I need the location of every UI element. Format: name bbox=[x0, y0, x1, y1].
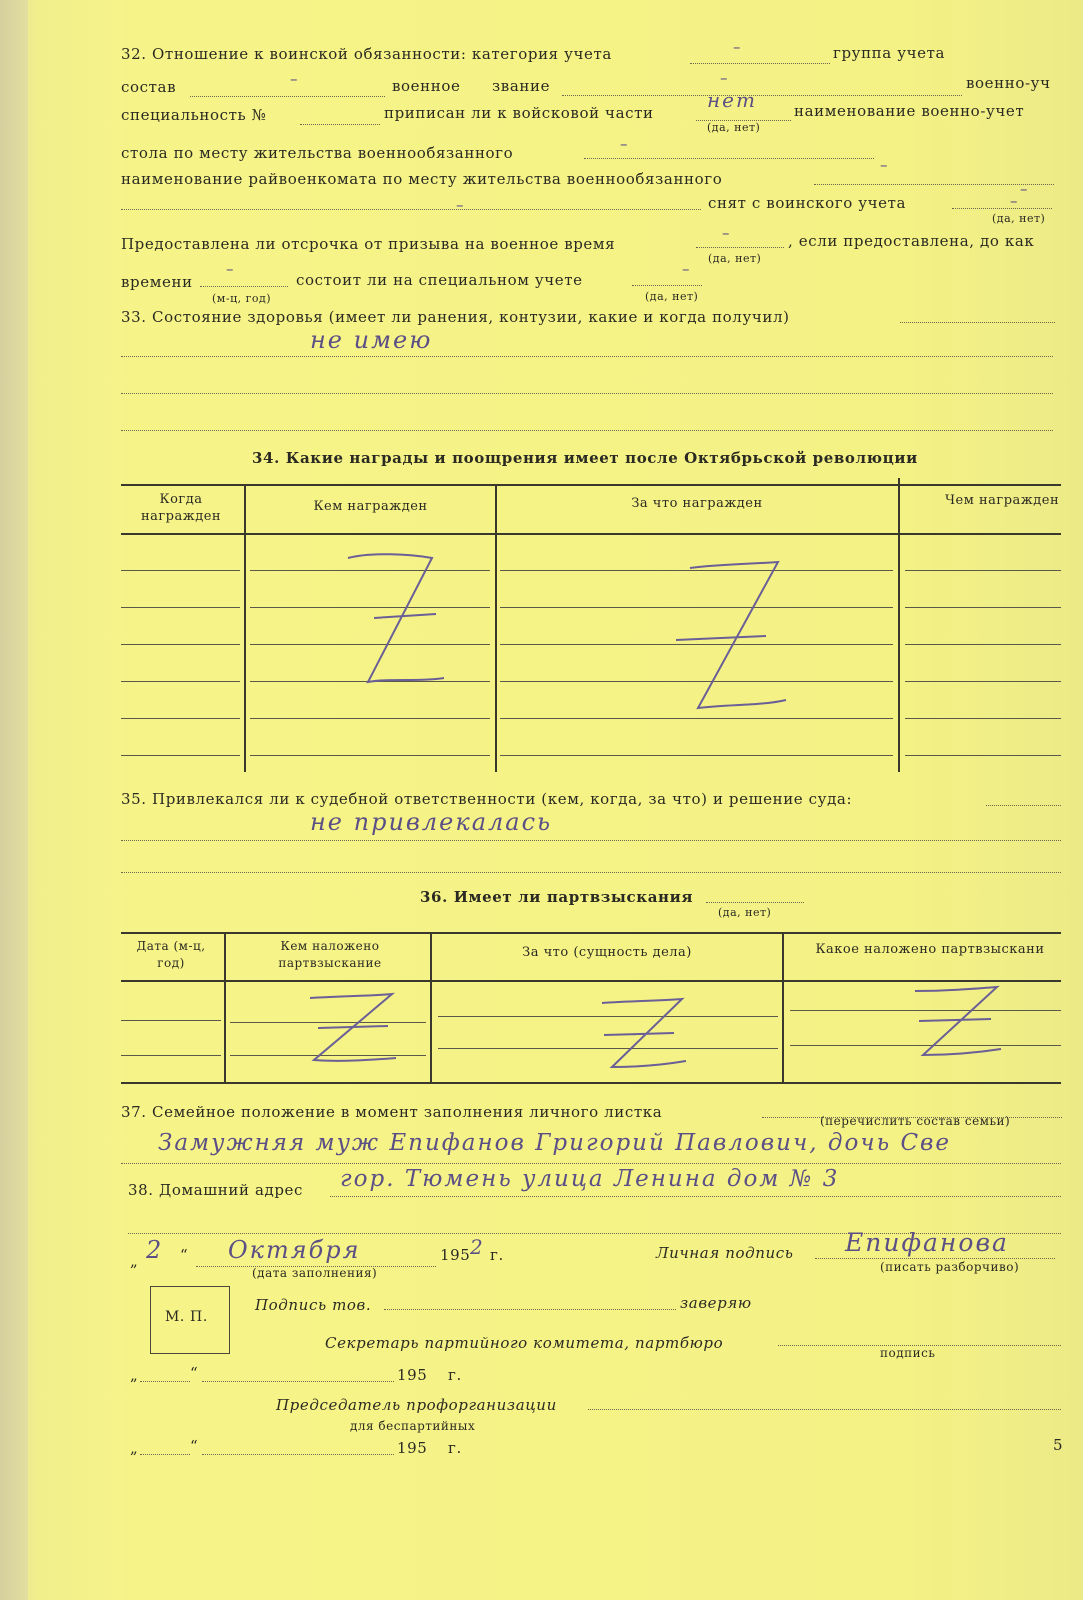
dotted-line bbox=[121, 393, 1053, 394]
s37-hint: (перечислить состав семьи) bbox=[820, 1114, 1011, 1128]
s38-answer: гор. Тюмень улица Ленина дом № 3 bbox=[340, 1166, 840, 1192]
handwritten-dash: – bbox=[722, 224, 730, 242]
dotted-line bbox=[140, 1454, 190, 1455]
date-year-suffix: г. bbox=[490, 1246, 504, 1264]
dotted-line bbox=[140, 1381, 190, 1382]
s32-specialty-label: специальность № bbox=[121, 106, 267, 124]
dotted-line bbox=[384, 1309, 676, 1310]
table-row-line bbox=[250, 755, 490, 756]
certify-label: заверяю bbox=[680, 1294, 752, 1312]
s32-line5: наименование райвоенкомата по месту жительства военнообязанного bbox=[121, 170, 723, 188]
dotted-line bbox=[588, 1409, 1061, 1410]
date-hint: (дата заполнения) bbox=[252, 1266, 378, 1280]
s35-label: 35. Привлекался ли к судебной ответственности (кем, когда, за что) и решение суда: bbox=[121, 790, 853, 808]
table-divider bbox=[244, 486, 246, 772]
s33-label: 33. Состояние здоровья (имеет ли ранения, контузии, какие и когда получил) bbox=[121, 308, 790, 326]
s32-yesno-hint: (да, нет) bbox=[645, 290, 699, 303]
date-month: Октября bbox=[228, 1236, 361, 1264]
s34-col-when: Когда награжден bbox=[140, 492, 222, 524]
s33-answer: не имею bbox=[310, 326, 433, 354]
date-year-prefix: 195 bbox=[440, 1246, 471, 1264]
s32-time-label: времени bbox=[121, 273, 193, 291]
crossed-out-mark bbox=[905, 985, 1005, 1065]
s36-col-by-whom: Кем наложено партвзыскание bbox=[278, 939, 382, 970]
handwritten-dash: – bbox=[456, 196, 464, 214]
handwritten-dash: – bbox=[1020, 180, 1028, 198]
page-edge bbox=[0, 0, 28, 1600]
dotted-line bbox=[562, 95, 962, 96]
s32-yesno-hint: (да, нет) bbox=[992, 212, 1046, 225]
handwritten-dash: – bbox=[226, 260, 234, 278]
dotted-line bbox=[952, 208, 1052, 209]
dotted-line bbox=[121, 1163, 1061, 1164]
s32-rank-label: звание bbox=[492, 77, 551, 95]
dotted-line bbox=[202, 1381, 394, 1382]
table-row-line bbox=[905, 755, 1061, 756]
s34-col-by-whom: Кем награжден bbox=[313, 499, 428, 514]
dotted-line bbox=[121, 209, 701, 210]
dotted-line bbox=[200, 286, 288, 287]
s34-title: 34. Какие награды и поощрения имеет после Октябрьской революции bbox=[252, 449, 918, 467]
s32-monthyear-hint: (м-ц, год) bbox=[212, 292, 272, 305]
date2-suffix: г. bbox=[448, 1366, 462, 1384]
s32-group-label: группа учета bbox=[833, 44, 946, 62]
nonparty-label: для беспартийных bbox=[350, 1419, 476, 1433]
s32-yesno-hint: (да, нет) bbox=[707, 121, 761, 134]
s36-col-date: Дата (м-ц, год) bbox=[136, 939, 206, 970]
table-rule bbox=[121, 484, 1061, 486]
date2-quote-open: „ bbox=[130, 1366, 139, 1384]
table-row-line bbox=[905, 681, 1061, 682]
assigned-answer: нет bbox=[707, 88, 757, 112]
table-row-line bbox=[121, 718, 240, 719]
date-year-digit: 2 bbox=[470, 1235, 485, 1259]
table-divider bbox=[782, 932, 784, 1082]
date2-quote-close: “ bbox=[190, 1364, 199, 1382]
table-divider bbox=[224, 932, 226, 1082]
s38-label: 38. Домашний адрес bbox=[128, 1181, 304, 1199]
dotted-line bbox=[121, 840, 1061, 841]
s32-milspec-label: военно-уч bbox=[966, 74, 1051, 92]
dotted-line bbox=[584, 158, 874, 159]
dotted-line bbox=[300, 124, 380, 125]
table-row-line bbox=[905, 644, 1061, 645]
s37-label: 37. Семейное положение в момент заполнения личного листка bbox=[121, 1103, 663, 1121]
date3-year: 195 bbox=[397, 1439, 428, 1457]
chairman-label: Председатель профорганизации bbox=[276, 1396, 557, 1414]
dotted-line bbox=[900, 322, 1055, 323]
table-rule bbox=[121, 980, 1061, 982]
table-rule bbox=[121, 533, 1061, 535]
s32-special-label: состоит ли на специальном учете bbox=[296, 271, 583, 289]
s32-staff-label: состав bbox=[121, 78, 177, 96]
s36-title: 36. Имеет ли партвзыскания bbox=[420, 888, 694, 906]
table-rule bbox=[121, 1082, 1061, 1084]
dotted-line bbox=[815, 1258, 1055, 1259]
s36-yesno-hint: (да, нет) bbox=[718, 906, 772, 919]
table-row-line bbox=[121, 1020, 221, 1021]
date2-year: 195 bbox=[397, 1366, 428, 1384]
dotted-line bbox=[986, 805, 1061, 806]
personal-signature-label: Личная подпись bbox=[656, 1244, 794, 1262]
dotted-line bbox=[330, 1196, 1061, 1197]
table-row-line bbox=[121, 681, 240, 682]
table-row-line bbox=[121, 570, 240, 571]
dotted-line bbox=[121, 872, 1061, 873]
crossed-out-mark bbox=[670, 560, 790, 720]
dotted-line bbox=[121, 356, 1053, 357]
handwritten-dash: – bbox=[682, 260, 690, 278]
crossed-out-mark bbox=[590, 995, 690, 1075]
handwritten-dash: – bbox=[720, 69, 728, 87]
date-day: 2 bbox=[146, 1236, 164, 1264]
table-row-line bbox=[121, 644, 240, 645]
crossed-out-mark bbox=[300, 990, 400, 1070]
dotted-line bbox=[814, 184, 1054, 185]
table-row-line bbox=[905, 570, 1061, 571]
s36-col-penalty: Какое наложено партвзыскани bbox=[815, 942, 1045, 957]
handwritten-dash: – bbox=[880, 156, 888, 174]
s32-assigned-label: приписан ли к войсковой части bbox=[384, 104, 654, 122]
s32-name-label: наименование военно-учет bbox=[794, 102, 1025, 120]
handwritten-dash: – bbox=[733, 38, 741, 56]
dotted-line bbox=[706, 902, 804, 903]
dotted-line bbox=[690, 63, 830, 64]
handwritten-dash: – bbox=[290, 70, 298, 88]
dotted-line bbox=[632, 285, 702, 286]
s32-deferment-label: Предоставлена ли отсрочка от призыва на военное время bbox=[121, 235, 616, 253]
s32-until-label: , если предоставлена, до как bbox=[788, 232, 1035, 250]
s35-answer: не привлекалась bbox=[310, 808, 553, 836]
s32-line4: стола по месту жительства военнообязанного bbox=[121, 144, 514, 162]
secretary-label: Секретарь партийного комитета, партбюро bbox=[325, 1334, 724, 1352]
dotted-line bbox=[121, 430, 1053, 431]
date3-quote-close: “ bbox=[190, 1437, 199, 1455]
s32-deregistered-label: снят с воинского учета bbox=[708, 194, 907, 212]
date3-suffix: г. bbox=[448, 1439, 462, 1457]
s34-col-award: Чем награжден bbox=[945, 493, 1060, 508]
dotted-line bbox=[190, 96, 385, 97]
table-row-line bbox=[121, 607, 240, 608]
handwritten-dash: – bbox=[1010, 192, 1018, 210]
table-row-line bbox=[250, 718, 490, 719]
dotted-line bbox=[202, 1454, 394, 1455]
s32-line1: 32. Отношение к воинской обязанности: категория учета bbox=[121, 45, 612, 63]
date3-quote-open: „ bbox=[130, 1439, 139, 1457]
s32-military-label: военное bbox=[392, 77, 461, 95]
table-row-line bbox=[500, 755, 893, 756]
s32-yesno-hint: (да, нет) bbox=[708, 252, 762, 265]
dotted-line bbox=[696, 247, 784, 248]
handwritten-dash: – bbox=[620, 135, 628, 153]
s36-col-for-what: За что (сущность дела) bbox=[522, 945, 692, 960]
page-number: 5 bbox=[1053, 1436, 1064, 1454]
personal-signature: Епифанова bbox=[845, 1228, 1009, 1257]
s34-col-for-what: За что награжден bbox=[631, 496, 763, 511]
s37-answer: Замужняя муж Епифанов Григорий Павлович, дочь Све bbox=[158, 1130, 952, 1156]
table-divider bbox=[430, 932, 432, 1082]
table-row-line bbox=[905, 718, 1061, 719]
table-row-line bbox=[905, 607, 1061, 608]
date-quote-close: “ bbox=[180, 1246, 189, 1264]
podpis-hint: подпись bbox=[880, 1346, 936, 1360]
table-row-line bbox=[121, 1055, 221, 1056]
date-quote-open: „ bbox=[130, 1252, 139, 1270]
personal-signature-hint: (писать разборчиво) bbox=[880, 1260, 1020, 1274]
table-divider bbox=[898, 478, 900, 772]
sign-comrade-label: Подпись тов. bbox=[255, 1296, 372, 1314]
seal-label: М. П. bbox=[165, 1309, 208, 1325]
table-rule bbox=[121, 932, 1061, 934]
crossed-out-mark bbox=[340, 550, 450, 690]
table-row-line bbox=[121, 755, 240, 756]
table-divider bbox=[495, 486, 497, 772]
